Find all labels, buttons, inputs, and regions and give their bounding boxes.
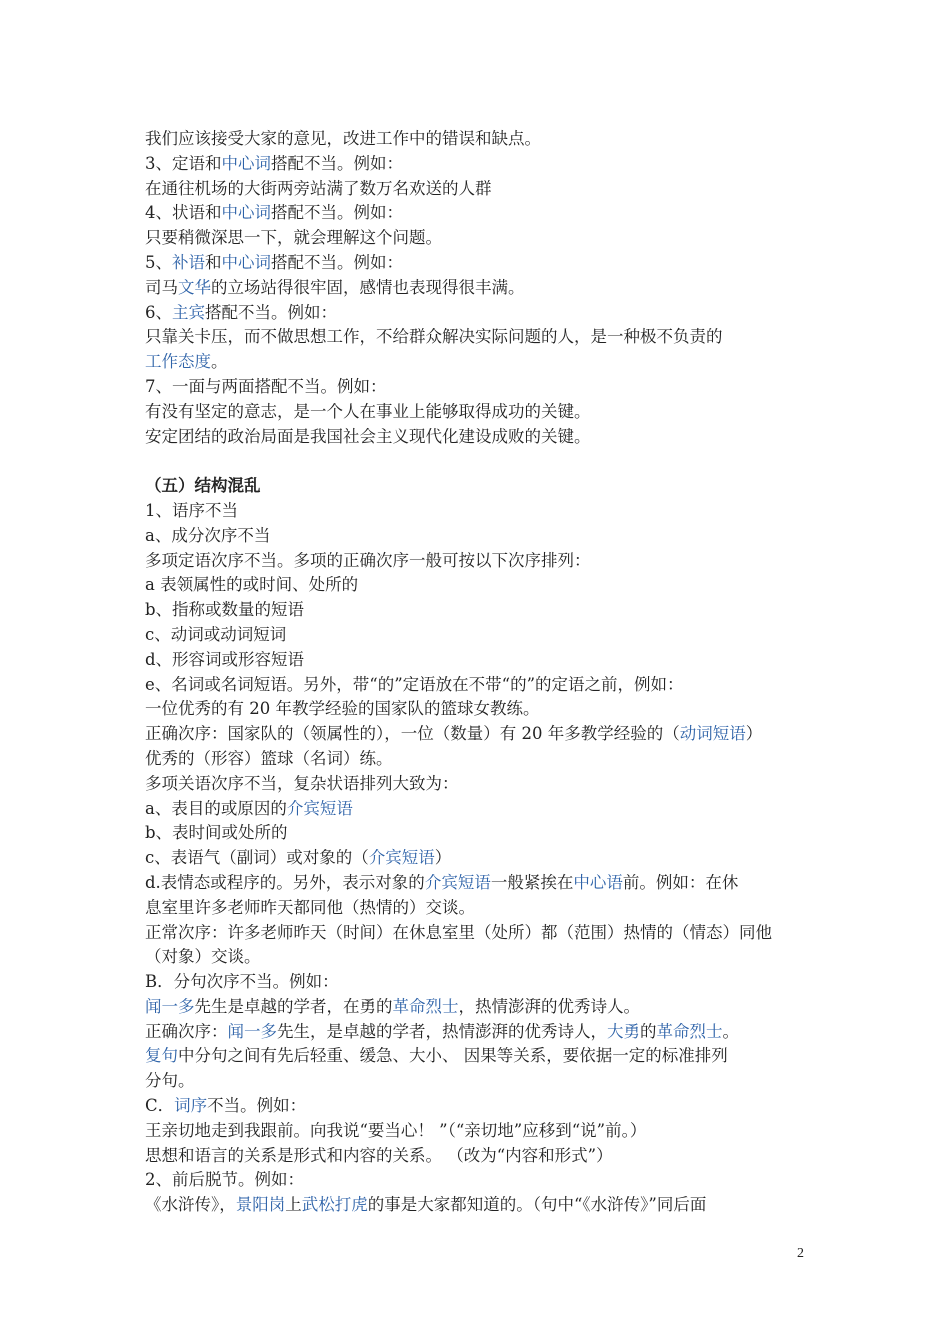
text-segment: 只靠关卡压，而不做思想工作，不给群众解决实际问题的人，是一种极不负责的 xyxy=(145,327,723,347)
text-segment: 的 xyxy=(640,1021,657,1041)
text-segment: a、表目的或原因的 xyxy=(145,798,287,818)
text-line xyxy=(145,251,810,276)
text-segment: 中分句之间有先后轻重、缓急、大小、 因果等关系，要依据一定的标准排列 xyxy=(178,1046,728,1066)
text-segment: 前。例如：在休 xyxy=(622,872,739,892)
keyword-link[interactable]: 动词短语 xyxy=(679,724,746,744)
keyword-link[interactable]: 词序 xyxy=(174,1096,208,1116)
text-segment: 搭配不当。例如： xyxy=(205,302,337,322)
text-segment: 不当。例如： xyxy=(207,1096,307,1116)
text-line xyxy=(145,1094,810,1119)
text-line xyxy=(145,1020,810,1045)
text-line xyxy=(145,821,810,846)
keyword-link[interactable]: 中心词 xyxy=(221,252,271,272)
text-segment: 在通往机场的大街两旁站满了数万名欢送的人群 xyxy=(145,178,492,198)
text-segment: （对象）交谈。 xyxy=(145,947,261,967)
text-line xyxy=(145,1168,810,1193)
text-line xyxy=(145,797,810,822)
text-line xyxy=(145,350,810,375)
text-segment: 一位优秀的有 20 年教学经验的国家队的篮球女教练。 xyxy=(145,699,540,719)
page-number: 2 xyxy=(797,1246,804,1261)
text-segment: a 表领属性的或时间、处所的 xyxy=(145,575,359,595)
text-segment: 先生，是卓越的学者，热情澎湃的优秀诗人， xyxy=(277,1021,607,1041)
text-line xyxy=(145,425,810,450)
text-line xyxy=(145,1044,810,1069)
text-line xyxy=(145,871,810,896)
text-segment: d.表情态或程序的。另外，表示对象的 xyxy=(145,872,425,892)
text-segment: 4、状语和 xyxy=(145,203,222,223)
text-segment: 王亲切地走到我跟前。向我说“要当心！ ”（“亲切地”应移到“说”前。） xyxy=(145,1120,647,1140)
text-segment: 优秀的（形容）篮球（名词）练。 xyxy=(145,748,393,768)
text-line xyxy=(145,697,810,722)
text-segment: 多项定语次序不当。多项的正确次序一般可按以下次序排列： xyxy=(145,550,591,570)
text-segment: 和 xyxy=(205,252,222,272)
keyword-link[interactable]: 革命烈士 xyxy=(392,996,459,1016)
keyword-link[interactable]: 革命烈士 xyxy=(656,1021,723,1041)
text-segment: 。 xyxy=(211,352,228,372)
text-segment: 思想和语言的关系是形式和内容的关系。 （改为“内容和形式”） xyxy=(145,1145,613,1165)
text-line xyxy=(145,400,810,425)
text-segment: 搭配不当。例如： xyxy=(271,153,403,173)
section-heading: （五）结构混乱 xyxy=(145,476,261,496)
text-line xyxy=(145,623,810,648)
text-segment: b、指称或数量的短语 xyxy=(145,600,305,620)
keyword-link[interactable]: 大勇 xyxy=(607,1021,640,1041)
text-segment: 安定团结的政治局面是我国社会主义现代化建设成败的关键。 xyxy=(145,426,591,446)
text-segment: 先生是卓越的学者，在勇的 xyxy=(194,996,393,1016)
text-line xyxy=(145,474,810,499)
text-line xyxy=(145,945,810,970)
text-segment: c、动词或动词短词 xyxy=(145,624,287,644)
keyword-link[interactable]: 补语 xyxy=(172,252,205,272)
keyword-link[interactable]: 工作态度 xyxy=(145,352,211,372)
keyword-link[interactable]: 中心词 xyxy=(221,153,271,173)
text-line xyxy=(145,1144,810,1169)
blank-line xyxy=(145,449,810,474)
keyword-link[interactable]: 武松打虎 xyxy=(301,1195,368,1215)
text-line xyxy=(145,499,810,524)
text-segment: 3、定语和 xyxy=(145,153,222,173)
text-line xyxy=(145,598,810,623)
text-line xyxy=(145,747,810,772)
keyword-link[interactable]: 景阳岗 xyxy=(235,1195,286,1215)
text-segment: 搭配不当。例如： xyxy=(271,203,403,223)
text-segment: 正常次序：许多老师昨天（时间）在休息室里（处所）都（范围）热情的（情态）同他 xyxy=(145,922,772,942)
keyword-link[interactable]: 介宾短语 xyxy=(368,848,435,868)
text-line xyxy=(145,648,810,673)
text-segment: 多项关语次序不当，复杂状语排列大致为： xyxy=(145,773,459,793)
text-segment: 正确次序：国家队的（领属性的），一位（数量）有 20 年多教学经验的（ xyxy=(145,724,680,744)
text-segment: ，热情澎湃的优秀诗人。 xyxy=(458,996,640,1016)
text-line xyxy=(145,1069,810,1094)
text-line xyxy=(145,1193,810,1218)
text-segment: 上 xyxy=(285,1195,302,1215)
text-segment: 1、语序不当 xyxy=(145,500,238,520)
text-segment: ） xyxy=(745,724,763,744)
text-segment: 一般紧挨在 xyxy=(490,872,574,892)
text-line xyxy=(145,921,810,946)
text-line xyxy=(145,226,810,251)
text-segment: a、成分次序不当 xyxy=(145,525,271,545)
text-segment: 有没有坚定的意志，是一个人在事业上能够取得成功的关键。 xyxy=(145,401,591,421)
keyword-link[interactable]: 闻一多 xyxy=(227,1021,277,1041)
text-segment: b、表时间或处所的 xyxy=(145,823,288,843)
text-segment: ） xyxy=(434,848,452,868)
keyword-link[interactable]: 介宾短语 xyxy=(424,872,491,892)
document-body xyxy=(145,127,810,1218)
text-segment: 息室里许多老师昨天都同他（热情的）交谈。 xyxy=(145,897,475,917)
text-segment: 《水浒传》， xyxy=(145,1195,236,1215)
text-line xyxy=(145,127,810,152)
keyword-link[interactable]: 主宾 xyxy=(172,302,205,322)
text-line xyxy=(145,301,810,326)
text-line xyxy=(145,152,810,177)
text-segment: c、表语气（副词）或对象的（ xyxy=(145,848,369,868)
text-line xyxy=(145,722,810,747)
text-segment: C． xyxy=(145,1096,175,1116)
text-line xyxy=(145,1119,810,1144)
text-segment: 搭配不当。例如： xyxy=(271,252,403,272)
keyword-link[interactable]: 中心语 xyxy=(573,872,623,892)
text-line xyxy=(145,177,810,202)
text-line xyxy=(145,772,810,797)
text-line xyxy=(145,970,810,995)
text-segment: 2、前后脱节。例如： xyxy=(145,1170,304,1190)
text-line xyxy=(145,524,810,549)
text-segment: 只要稍微深思一下，就会理解这个问题。 xyxy=(145,228,442,248)
text-segment: 正确次序： xyxy=(145,1021,228,1041)
text-line xyxy=(145,325,810,350)
text-segment: 分句。 xyxy=(145,1071,195,1091)
text-segment: 我们应该接受大家的意见，改进工作中的错误和缺点。 xyxy=(145,129,541,148)
text-segment: B．分句次序不当。例如： xyxy=(145,972,339,992)
keyword-link[interactable]: 介宾短语 xyxy=(286,798,353,818)
text-segment: 司马 xyxy=(145,277,178,297)
text-segment: 7、一面与两面搭配不当。例如： xyxy=(145,376,387,396)
keyword-link[interactable]: 中心词 xyxy=(221,203,271,223)
text-line xyxy=(145,896,810,921)
text-segment: 6、 xyxy=(145,302,172,322)
text-line xyxy=(145,375,810,400)
text-line xyxy=(145,549,810,574)
text-segment: 5、 xyxy=(145,252,172,272)
text-line xyxy=(145,673,810,698)
text-line xyxy=(145,201,810,226)
keyword-link[interactable]: 文华 xyxy=(178,277,211,297)
keyword-link[interactable]: 闻一多 xyxy=(145,996,195,1016)
text-segment: 的事是大家都知道的。（句中“《水浒传》”同后面 xyxy=(367,1195,707,1215)
text-segment: 的立场站得很牢固，感情也表现得很丰满。 xyxy=(211,277,525,297)
text-line xyxy=(145,573,810,598)
text-line xyxy=(145,276,810,301)
text-segment: d、形容词或形容短语 xyxy=(145,649,305,669)
text-segment: e、名词或名词短语。另外，带“的”定语放在不带“的”的定语之前，例如： xyxy=(145,674,684,694)
text-line xyxy=(145,846,810,871)
text-line xyxy=(145,995,810,1020)
keyword-link[interactable]: 复句 xyxy=(145,1046,178,1066)
text-segment: 。 xyxy=(722,1021,739,1041)
